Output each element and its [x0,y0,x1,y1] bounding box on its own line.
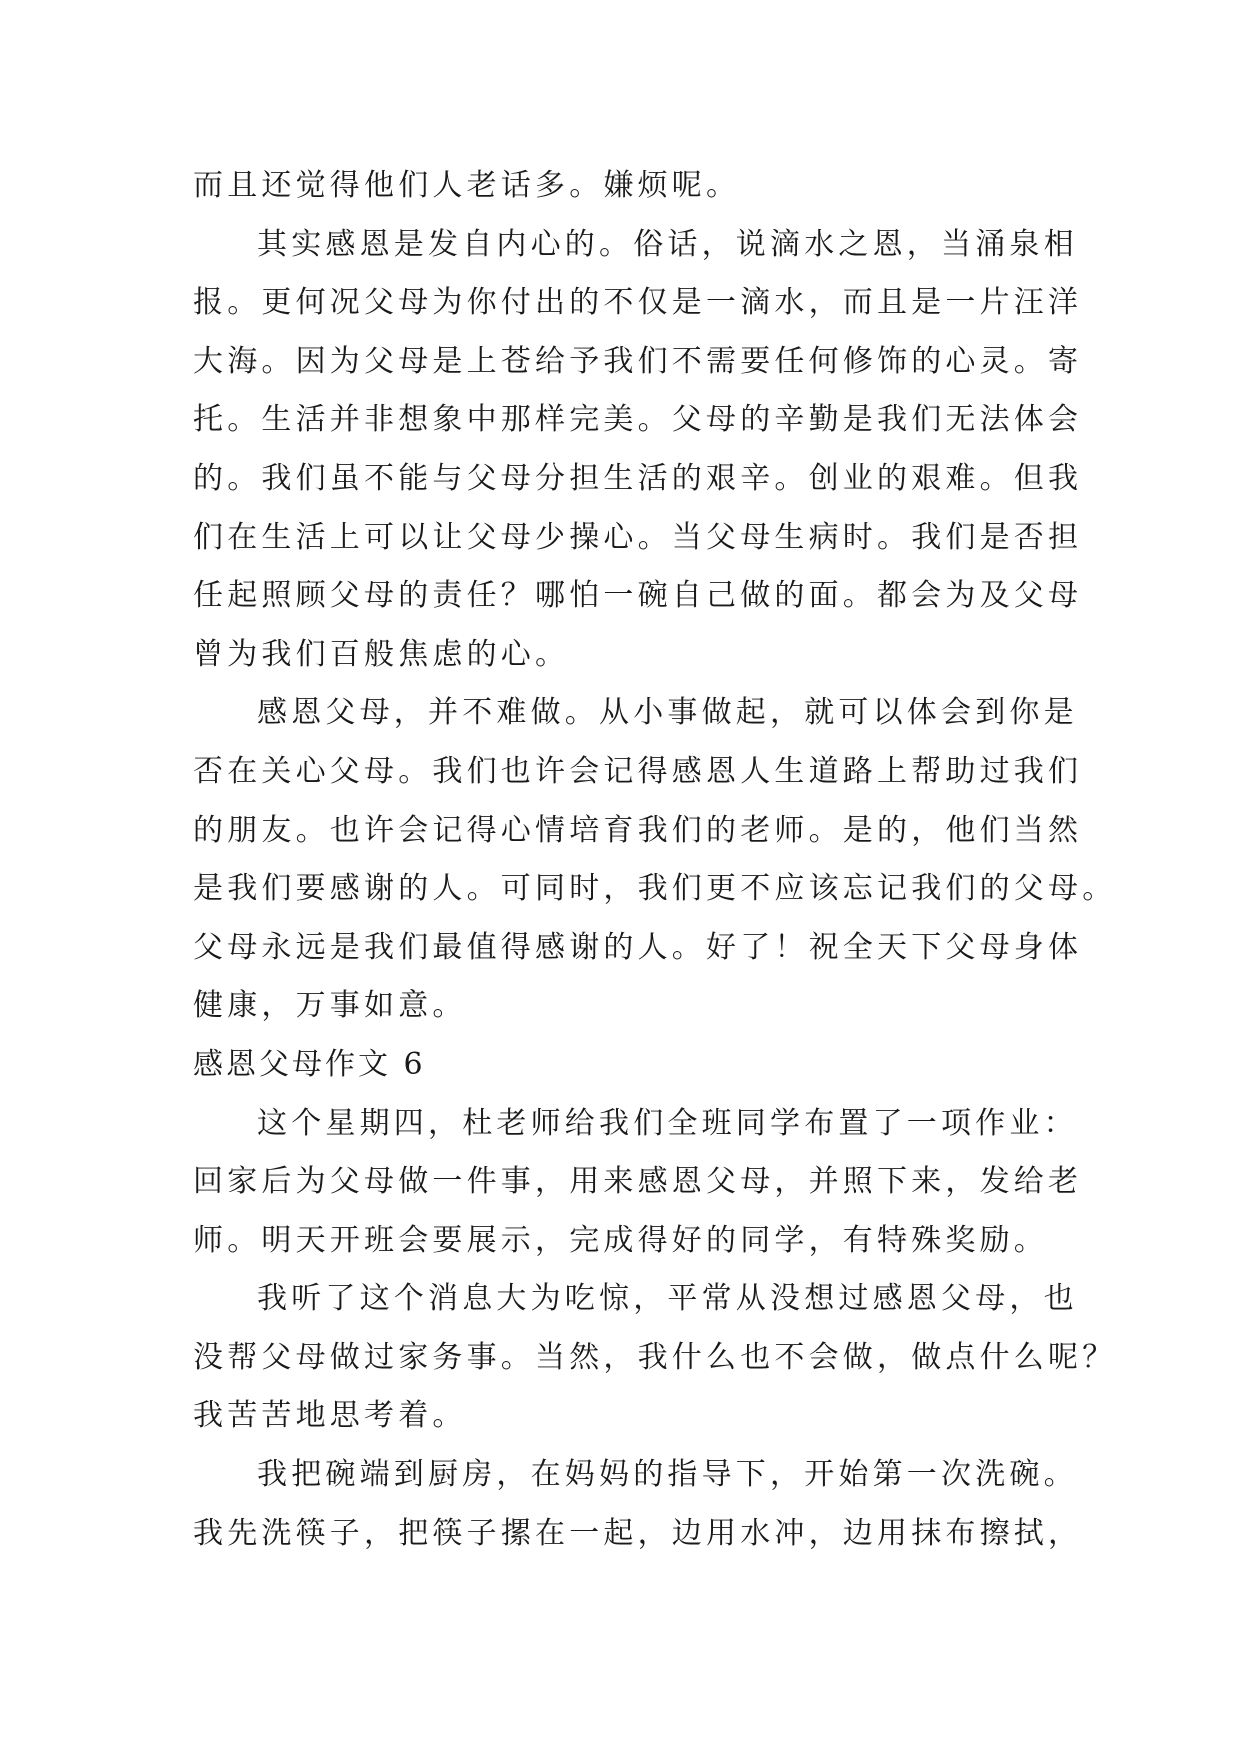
paragraph-line: 曾为我们百般焦虑的心。 [193,636,570,672]
paragraph-line: 是我们要感谢的人。可同时，我们更不应该忘记我们的父母。 [193,871,1117,907]
paragraph-line: 我听了这个消息大为吃惊，平常从没想过感恩父母，也 [257,1281,1078,1317]
paragraph-line: 我先洗筷子，把筷子摞在一起，边用水冲，边用抹布擦拭， [193,1515,1083,1551]
paragraph-line: 其实感恩是发自内心的。俗话，说滴水之恩，当涌泉相 [257,226,1078,262]
paragraph-line: 没帮父母做过家务事。当然，我什么也不会做，做点什么呢？ [193,1339,1117,1375]
paragraph-line: 的。我们虽不能与父母分担生活的艰辛。创业的艰难。但我 [193,460,1083,496]
paragraph-line: 报。更何况父母为你付出的不仅是一滴水，而且是一片汪洋 [193,285,1083,321]
document-body [193,157,1117,1563]
paragraph-line: 而且还觉得他们人老话多。嫌烦呢。 [193,168,741,203]
paragraph-line: 大海。因为父母是上苍给予我们不需要任何修饰的心灵。寄 [193,343,1083,379]
paragraph-line: 父母永远是我们最值得感谢的人。好了！祝全天下父母身体 [193,929,1083,965]
section-heading: 感恩父母作文 6 [193,1046,426,1082]
paragraph-line: 否在关心父母。我们也许会记得感恩人生道路上帮助过我们 [193,753,1083,789]
paragraph-line: 师。明天开班会要展示，完成得好的同学，有特殊奖励。 [193,1222,1048,1258]
paragraph-line: 们在生活上可以让父母少操心。当父母生病时。我们是否担 [193,519,1083,555]
paragraph-line: 回家后为父母做一件事，用来感恩父母，并照下来，发给老 [193,1164,1083,1200]
paragraph-line: 的朋友。也许会记得心情培育我们的老师。是的，他们当然 [193,812,1083,848]
paragraph-line: 感恩父母，并不难做。从小事做起，就可以体会到你是 [257,695,1078,731]
paragraph-line: 托。生活并非想象中那样完美。父母的辛勤是我们无法体会 [193,402,1083,438]
paragraph-line: 我苦苦地思考着。 [193,1398,467,1434]
paragraph-line: 我把碗端到厨房，在妈妈的指导下，开始第一次洗碗。 [257,1457,1078,1493]
paragraph-line: 任起照顾父母的责任？哪怕一碗自己做的面。都会为及父母 [193,578,1083,614]
paragraph-line: 这个星期四，杜老师给我们全班同学布置了一项作业： [257,1105,1078,1141]
paragraph-line: 健康，万事如意。 [193,988,467,1024]
